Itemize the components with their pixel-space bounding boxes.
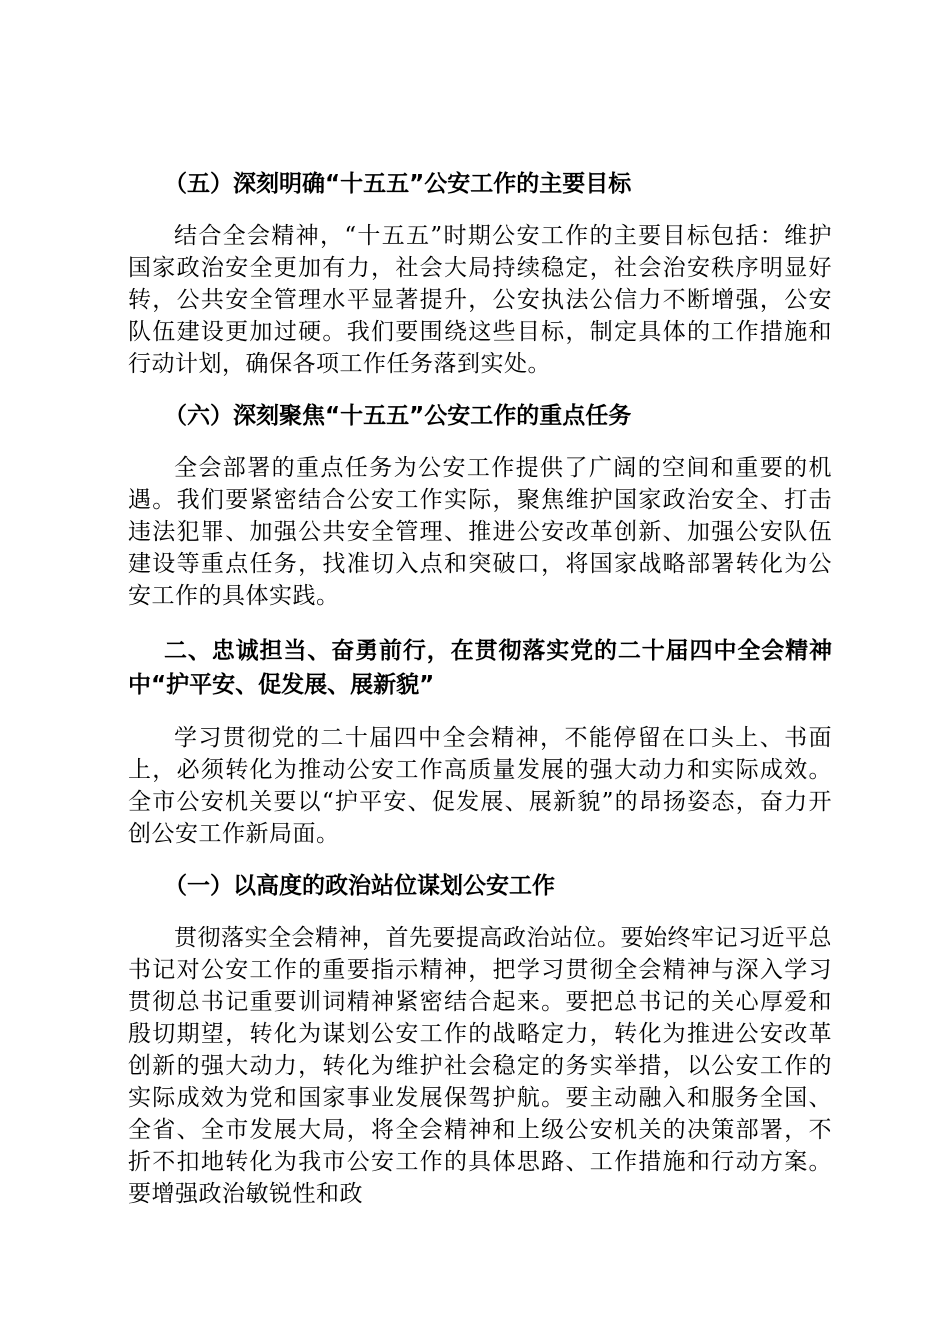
section-6-paragraph: 全会部署的重点任务为公安工作提供了广阔的空间和重要的机遇。我们要紧密结合公安工作实际，聚焦维护国家政治安全、打击违法犯罪、加强公共安全管理、推进公安改革创新、加强公安队伍建设等重点任务，找准切入点和突破口，将国家战略部署转化为公安工作的具体实践。: [128, 455, 832, 609]
subsection-1-title: （一）以高度的政治站位谋划公安工作: [164, 873, 555, 899]
document-page: [128, 166, 832, 1210]
section-6-title: （六）深刻聚焦“十五五”公安工作的重点任务: [164, 403, 632, 429]
section-5-paragraph: 结合全会精神，“十五五”时期公安工作的主要目标包括：维护国家政治安全更加有力，社会大局持续稳定，社会治安秩序明显好转，公共安全管理水平显著提升，公安执法公信力不断增强，公安队伍建设更加过硬。我们要围绕这些目标，制定具体的工作措施和行动计划，确保各项工作任务落到实处。: [128, 223, 832, 377]
section-5-title: （五）深刻明确“十五五”公安工作的主要目标: [164, 171, 632, 197]
part-2-paragraph: 学习贯彻党的二十届四中全会精神，不能停留在口头上、书面上，必须转化为推动公安工作高质量发展的强大动力和实际成效。全市公安机关要以“护平安、促发展、展新貌”的昂扬姿态，奋力开创公安工作新局面。: [128, 725, 832, 847]
subsection-1-paragraph: 贯彻落实全会精神，首先要提高政治站位。要始终牢记习近平总书记对公安工作的重要指示精神，把学习贯彻全会精神与深入学习贯彻总书记重要训词精神紧密结合起来。要把总书记的关心厚爱和殷切期望，转化为谋划公安工作的战略定力，转化为推进公安改革创新的强大动力，转化为维护社会稳定的务实举措，以公安工作的实际成效为党和国家事业发展保驾护航。要主动融入和服务全国、全省、全市发展大局，将全会精神和上级公安机关的决策部署，不折不扣地转化为我市公安工作的具体思路、工作措施和行动方案。要增强政治敏锐性和政: [128, 925, 832, 1207]
part-2-heading: 二、忠诚担当、奋勇前行，在贯彻落实党的二十届四中全会精神中“护平安、促发展、展新貌”: [128, 638, 832, 698]
